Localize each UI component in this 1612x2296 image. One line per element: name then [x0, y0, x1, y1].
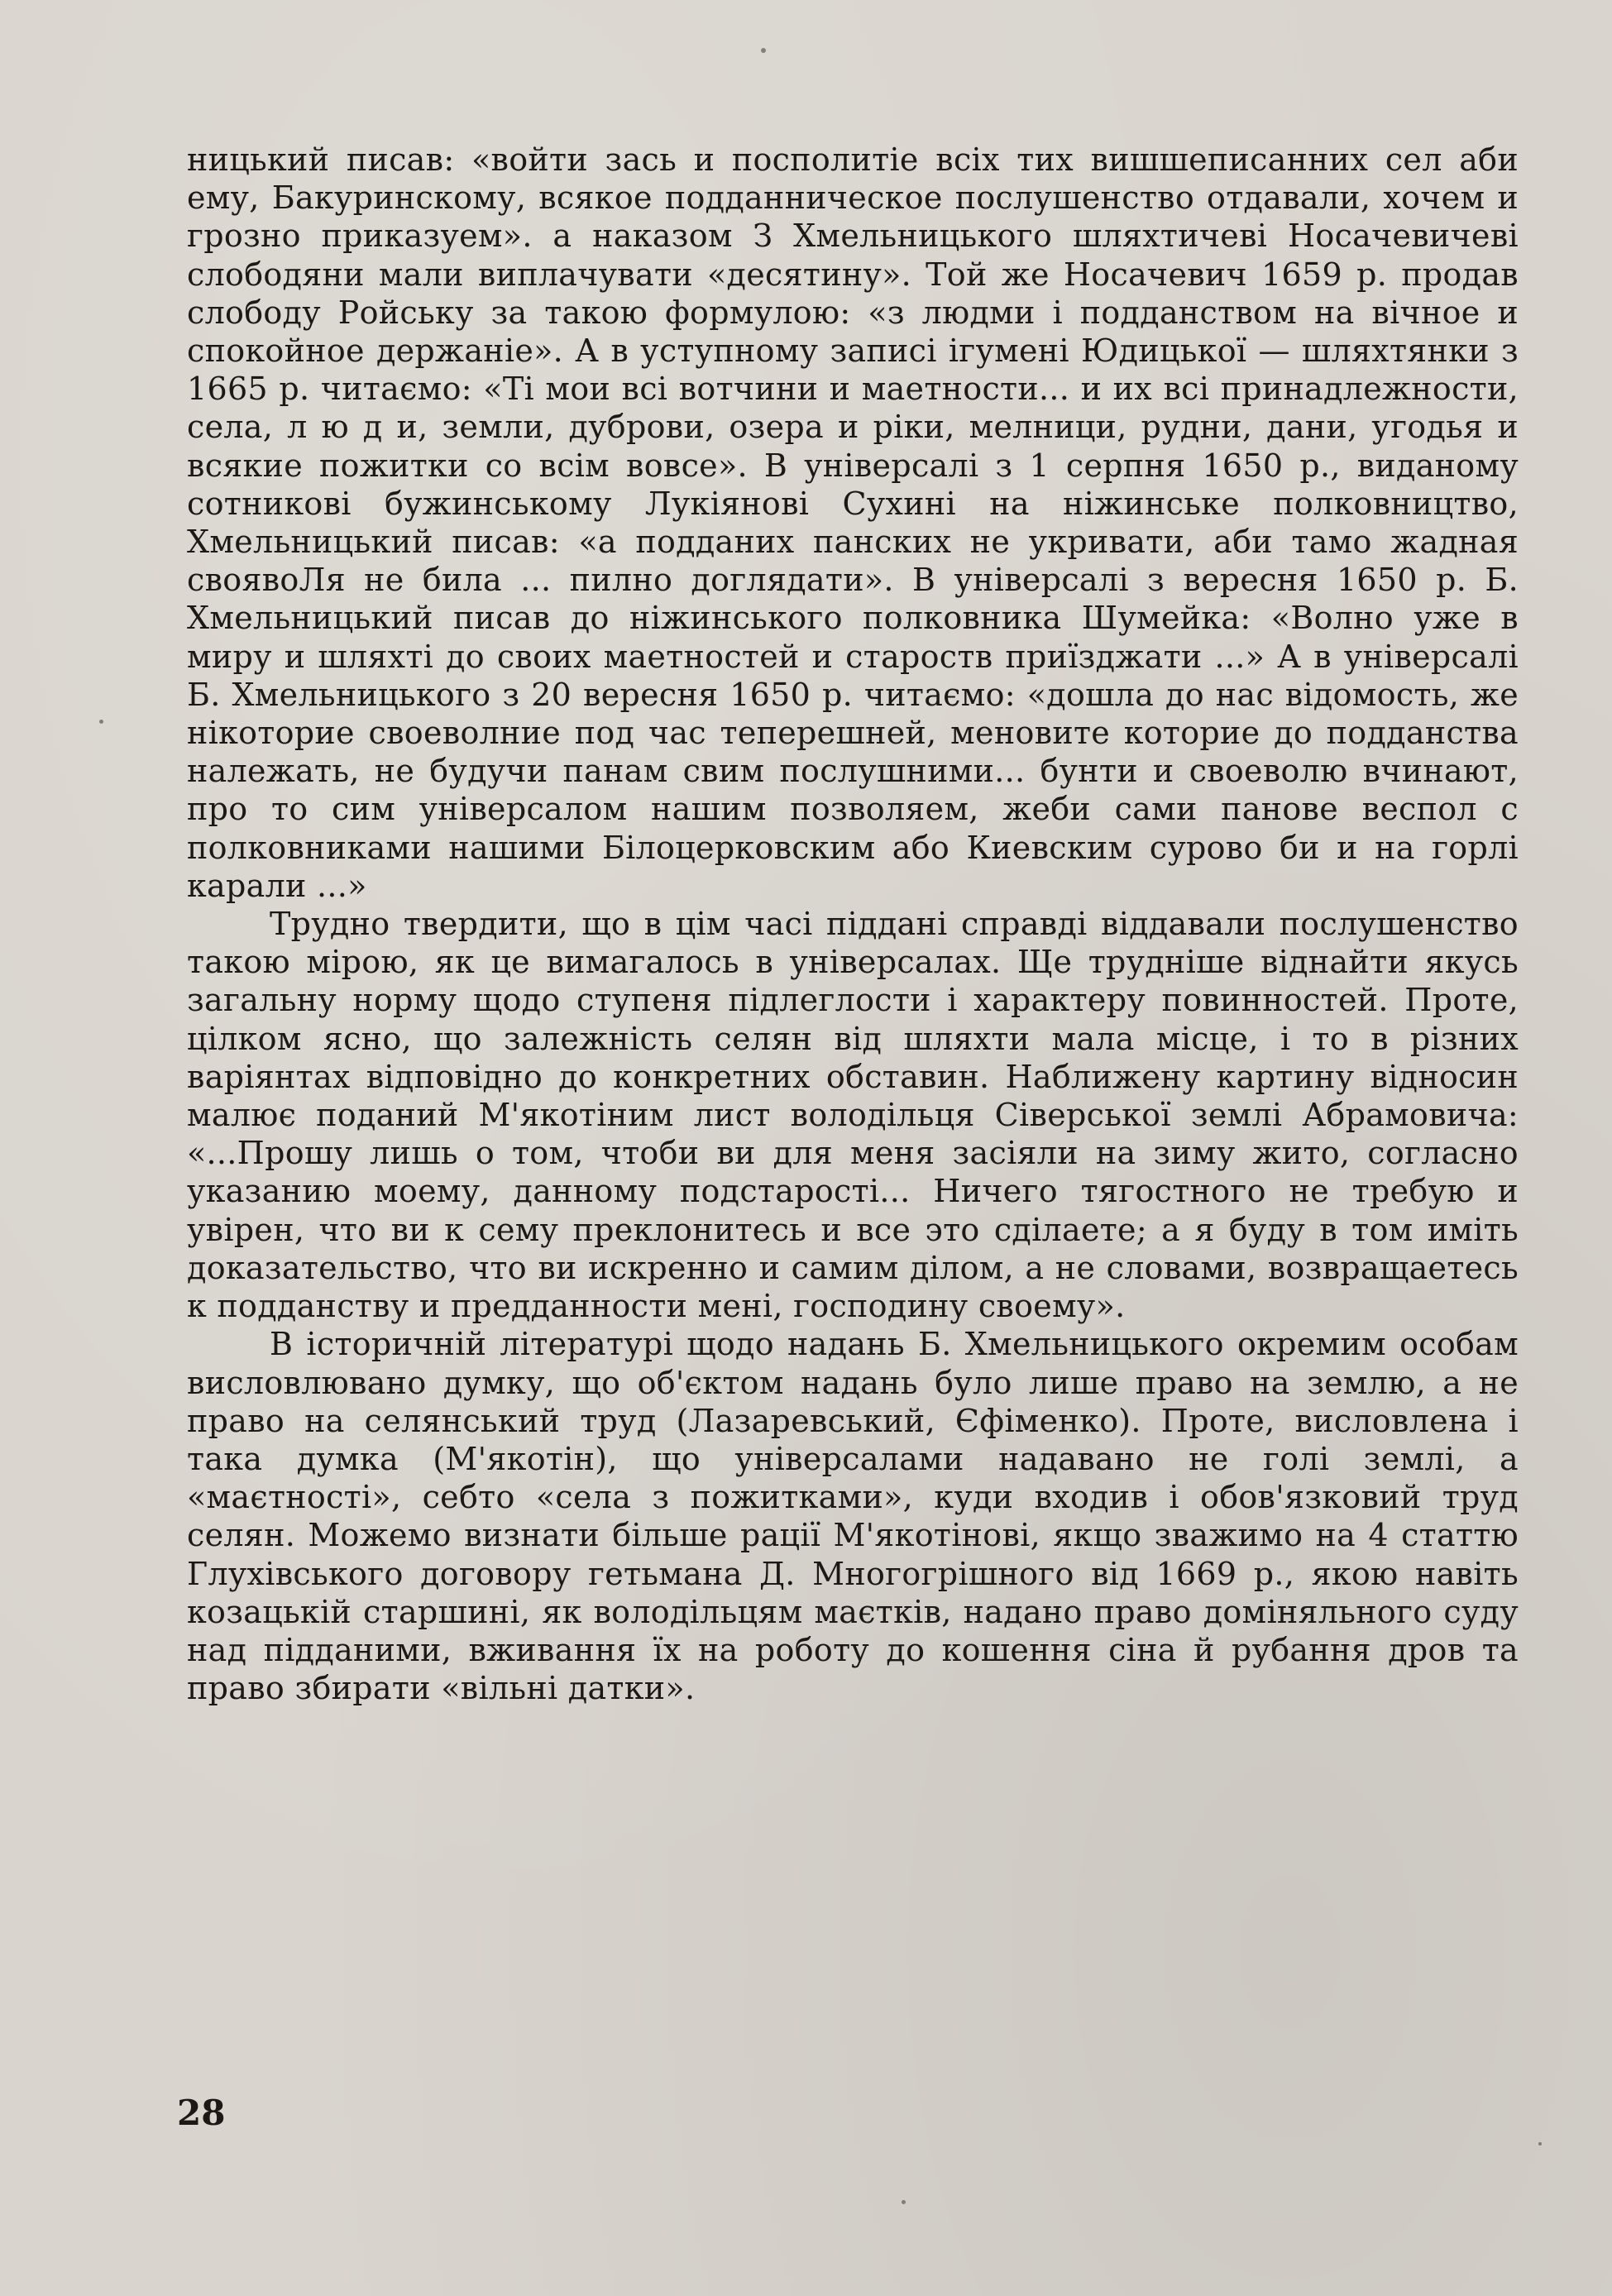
paper-speck: [761, 48, 766, 53]
paragraph-2: Трудно твердити, що в цім часі піддані справді віддавали послушенство такою мірою, як це вимагалось в універсалах. Ще трудніше віднайти якусь загальну норму щодо ступеня підлеглости і характеру повинностей. Проте, цілком ясно, що залежність селян від шляхти мала місце, і то в різних варіянтах відповідно до конкретних обставин. Наближену картину відносин малює поданий М'якотіним лист володільця Сіверської землі Абрамовича: «...Прошу лишь о том, чтоби ви для меня засіяли на зиму жито, согласно указанию моему, данному подстарості... Ничего тягостного не требую и увірен, что ви к сему преклонитесь и все это сділаете; а я буду в том иміть доказательство, что ви искренно и самим ділом, а не словами, возвращаетесь к подданству и предданности мені, господину своему».: [187, 906, 1519, 1325]
body-text: [187, 141, 1519, 1707]
paragraph-3: В історичній літературі щодо надань Б. Хмельницького окремим особам висловлювано думку, що об'єктом надань було лише право на землю, а не право на селянський труд (Лазаревський, Єфіменко). Проте, висловлена і така думка (М'якотін), що універсалами надавано не голі землі, а «маєтності», себто «села з пожитками», куди входив і обов'язковий труд селян. Можемо визнати більше рації М'якотінові, якщо зважимо на 4 статтю Глухівського договору гетьмана Д. Многогрішного від 1669 р., якою навіть козацькій старшині, як володільцям маєтків, надано право доміняльного суду над підданими, вживання їх на роботу до кошення сіна й рубання дров та право збирати «вільні датки».: [187, 1326, 1519, 1707]
page-number: 28: [177, 2093, 226, 2133]
paper-speck: [1538, 2142, 1542, 2145]
paper-speck: [902, 2200, 906, 2204]
paper-speck: [99, 720, 103, 724]
paragraph-1: ницький писав: «войти зась и посполитіе всіх тих вишшеписанних сел аби ему, Бакуринскому, всякое подданническое послушенство отдавали, хочем и грозно приказуем». а наказом З Хмельницького шляхтичеві Носачевичеві слободяни мали виплачувати «десятину». Той же Носачевич 1659 р. продав слободу Ройську за такою формулою: «з людми і подданством на вічное и спокойное держаніе». А в уступному записі ігумені Юдицької — шляхтянки з 1665 р. читаємо: «Ті мои всі вотчини и маетности... и их всі принадлежности, села, л ю д и, земли, дуброви, озера и ріки, мелници, рудни, дани, угодья и всякие пожитки со всім вовсе». В універсалі з 1 серпня 1650 р., виданому сотникові бужинському Лукіянові Сухині на ніжинське полковництво, Хмельницький писав: «а подданих панских не укривати, аби тамо жадная своявоЛя не била ... пилно доглядати». В універсалі з вересня 1650 р. Б. Хмельницький писав до ніжинського полковника Шумейка: «Волно уже в миру и шляхті до своих маетностей и староств приїзджати ...» А в універсалі Б. Хмельницького з 20 вересня 1650 р. читаємо: «дошла до нас відомость, же нікоторие своеволние под час теперешней, меновите которие до подданства належать, не будучи панам свим послушними... бунти и своеволю вчинают, про то сим універсалом нашим позволяем, жеби сами панове веспол с полковниками нашими Білоцерковским або Киевским сурово би и на горлі карали ...»: [187, 141, 1519, 904]
